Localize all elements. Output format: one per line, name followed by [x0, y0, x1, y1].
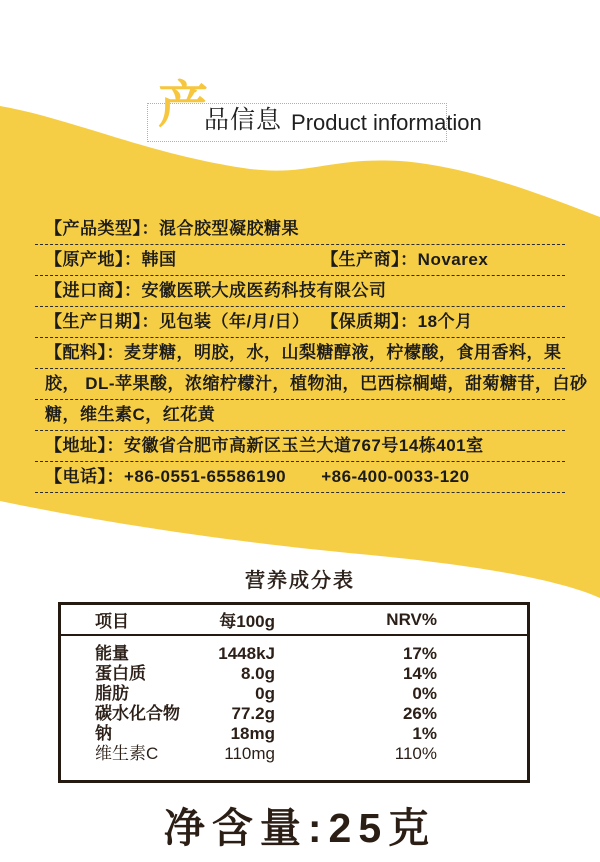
- nutrition-table: [58, 602, 530, 783]
- info-phone-secondary: +86-400-0033-120: [321, 467, 470, 486]
- cell-name: 碳水化合物: [95, 704, 180, 723]
- info-row-product-type: 【产品类型】：混合胶型凝胶糖果: [35, 214, 565, 245]
- table-row-sodium: [61, 724, 527, 744]
- product-info-list: [35, 214, 588, 493]
- cell-per100g: 18mg: [230, 724, 275, 743]
- info-row-address: 【地址】：安徽省合肥市高新区玉兰大道767号14栋401室: [35, 431, 565, 462]
- cell-name: 维生素C: [95, 744, 159, 763]
- nutrition-table-title: 营养成分表: [245, 570, 355, 592]
- table-row-protein: [61, 664, 527, 684]
- cell-per100g: 1448kJ: [218, 644, 275, 663]
- info-row-ingredients-line1: 【配料】：麦芽糖，明胶，水，山梨糖醇液，柠檬酸，食用香料，果: [35, 338, 565, 369]
- nutrition-table-header: [61, 605, 527, 636]
- table-row-fat: [61, 684, 527, 704]
- cell-per100g: 0g: [255, 684, 275, 703]
- info-origin: 【原产地】：韩国: [45, 250, 177, 269]
- cell-nrv: 17%: [402, 644, 437, 663]
- section-title-cn: 品信息: [204, 106, 283, 134]
- cell-nrv: 14%: [402, 664, 437, 683]
- info-row-ingredients-line3: 糖，维生素C，红花黄: [35, 400, 565, 431]
- info-manufacturer: 【生产商】：Novarex: [321, 250, 489, 269]
- info-row-origin-manufacturer: [35, 245, 565, 276]
- accent-character: 产: [158, 77, 208, 133]
- table-row-energy: [61, 644, 527, 664]
- cell-per100g: 77.2g: [231, 704, 275, 723]
- cell-nrv: 1%: [412, 724, 437, 743]
- cell-name: 脂肪: [95, 684, 129, 703]
- col-header-nrv: NRV%: [386, 609, 437, 629]
- cell-nrv: 0%: [412, 684, 437, 703]
- net-content-label: 净含量:25克: [163, 805, 437, 851]
- cell-name: 能量: [95, 644, 129, 663]
- nutrition-table-body: [61, 636, 527, 764]
- section-title-box: [147, 77, 482, 142]
- cell-per100g: 8.0g: [240, 664, 275, 683]
- table-row-vitamin-c: [61, 744, 527, 764]
- info-row-phone: [35, 462, 565, 493]
- cell-name: 蛋白质: [95, 664, 146, 683]
- table-row-carbohydrate: [61, 704, 527, 724]
- info-row-ingredients-line2: 胶， DL-苹果酸，浓缩柠檬汁，植物油，巴西棕榈蜡，甜菊糖苷，白砂: [35, 369, 565, 400]
- cell-nrv: 26%: [402, 704, 437, 723]
- info-production-date: 【生产日期】：见包装（年/月/日）: [45, 312, 310, 331]
- col-header-per100g: 每100g: [219, 612, 275, 631]
- cell-name: 钠: [95, 724, 112, 743]
- col-header-item: 项目: [95, 612, 129, 631]
- section-title-en: Product information: [291, 110, 482, 135]
- info-row-date-shelf-life: [35, 307, 565, 338]
- info-row-importer: 【进口商】：安徽医联大成医药科技有限公司: [35, 276, 565, 307]
- info-phone-primary: 【电话】：+86-0551-65586190: [45, 467, 287, 486]
- cell-per100g: 110mg: [224, 744, 275, 763]
- cell-nrv: 110%: [394, 744, 437, 763]
- info-shelf-life: 【保质期】：18个月: [321, 312, 473, 331]
